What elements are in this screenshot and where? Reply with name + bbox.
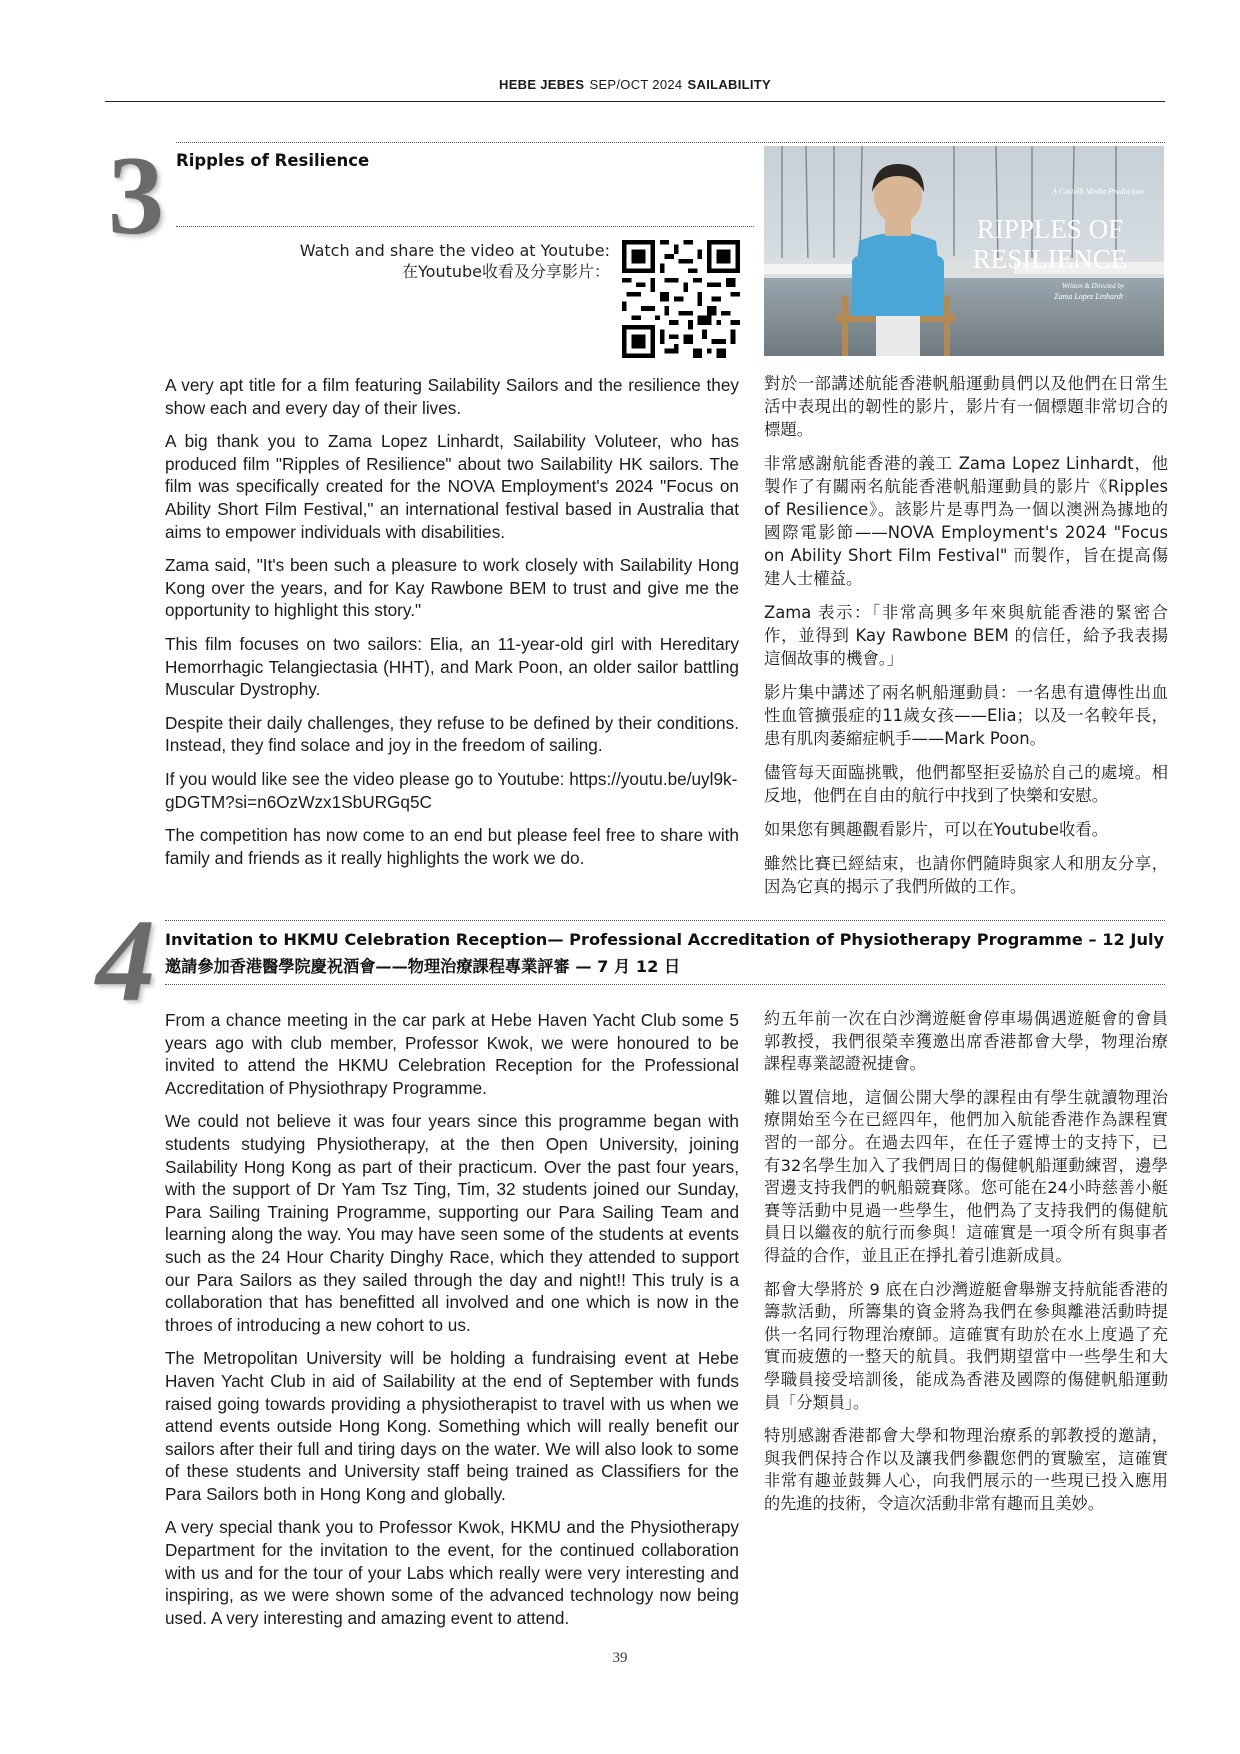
paragraph: A very special thank you to Professor Kwok, HKMU and the Physiotherapy Department for the invitation to the event, for the continued collaboration with us and for the tour of your Labs which really were very interesting and inspiring, as we were shown some of the advanced technology now being used. A very interesting and amazing event to attend. [165, 1517, 739, 1628]
qr-code[interactable] [622, 240, 740, 358]
paragraph: 特別感謝香港都會大學和物理治療系的郭教授的邀請，與我們保持合作以及讓我們參觀您們的實驗室，這確實非常有趣並鼓舞人心，向我們展示的一些現已投入應用的先進的技術，令這次活動非常有趣而且美妙。 [764, 1426, 1168, 1513]
section-name: SAILABILITY [687, 77, 771, 92]
paragraph: The competition has now come to an end but please feel free to share with family and friends as it really highlights the work we do. [165, 825, 739, 868]
paragraph: 如果您有興趣觀看影片，可以在Youtube收看。 [764, 820, 1109, 839]
section-3-chinese-text [764, 372, 1168, 909]
poster-credit-label: Written & Directed by [1062, 282, 1125, 290]
section-4-title-zh: 邀請參加香港醫學院慶祝酒會——物理治療課程專業評審 — 7 月 12 日 [165, 957, 681, 976]
poster-title-line-1: RIPPLES OF [976, 214, 1124, 244]
paragraph: 儘管每天面臨挑戰，他們都堅拒妥協於自己的處境。相反地，他們在自由的航行中找到了快樂和安慰。 [764, 763, 1168, 805]
paragraph: A big thank you to Zama Lopez Linhardt, Sailability Voluteer, who has produced film "Ripples of Resilience" about two Sailability HK sailors. The film was specifically created for the NOVA Employment's 2024 "Focus on Ability Short Film Festival," an international festival based in Australia that aims to empower individuals with disabilities. [165, 431, 739, 542]
watch-video-caption [260, 240, 610, 282]
poster-production-credit: A Castelli Media Production [1052, 187, 1144, 196]
section-4-chinese-text [764, 1008, 1168, 1526]
film-poster-image [764, 146, 1164, 356]
paragraph: Despite their daily challenges, they refuse to be defined by their conditions. Instead, they find solace and joy in the freedom of sailing. [165, 712, 739, 756]
paragraph: 對於一部講述航能香港帆船運動員們以及他們在日常生活中表現出的韌性的影片，影片有一個標題非常切合的標題。 [764, 374, 1168, 439]
paragraph: This film focuses on two sailors: Elia, an 11-year-old girl with Hereditary Hemorrhagic Telangiectasia (HHT), and Mark Poon, an older sailor battling Muscular Dystrophy. [165, 633, 739, 700]
section-4-title-en: Invitation to HKMU Celebration Reception— Professional Accreditation of Physiotherapy Programme – 12 July [165, 930, 1165, 949]
issue-date: SEP/OCT 2024 [589, 77, 683, 92]
publication-name: HEBE JEBES [499, 77, 585, 92]
page-header [105, 74, 1165, 102]
section-4-english-text [165, 1009, 739, 1640]
section-4-bottom-rule [165, 984, 1165, 985]
poster-director-name: Zama Lopez Linhardt [1054, 292, 1124, 301]
section-3-english-text [165, 374, 739, 880]
paragraph: The Metropolitan University will be holding a fundraising event at Hebe Haven Yacht Club in aid of Sailability at the end of September with funds raised going towards providing a physiotherapist to travel with us when we attend events outside Hong Kong. Something which will really benefit our sailors after their full and tiring days on the water. We will also look to some of these students and University staff being trained as Classifiers for the Para Sailors both in Hong Kong and globally. [165, 1348, 739, 1504]
paragraph: From a chance meeting in the car park at Hebe Haven Yacht Club some 5 years ago with club member, Professor Kwok, we were honoured to be invited to attend the HKMU Celebration Reception for the Professional Accreditation of Physiothrapy Programme. [165, 1010, 739, 1098]
youtube-link-paragraph[interactable]: If you would like see the video please go to Youtube: https://youtu.be/uyl9k-gDGTM?si=n6OzWzx1SbURGq5C [165, 768, 738, 812]
paragraph: Zama said, "It's been such a pleasure to work closely with Sailability Hong Kong over the years, and for Kay Rawbone BEM to trust and give me the opportunity to highlight this story." [165, 555, 739, 621]
section-3-numeral: 3 [108, 134, 164, 258]
section-3-top-rule [176, 142, 1165, 143]
paragraph: 非常感謝航能香港的義工 Zama Lopez Linhardt，他製作了有關兩名航能香港帆船運動員的影片《Ripples of Resilience》。該影片是專門為一個以澳洲為據地的國際電影節——NOVA Employment's 2024 "Focus on Ability Short Film Festival" 而製作，旨在提高傷建人士權益。 [764, 454, 1168, 588]
section-3-title: Ripples of Resilience [176, 151, 370, 170]
watch-video-en: Watch and share the video at Youtube: [299, 241, 610, 260]
paragraph: 都會大學將於 9 底在白沙灣遊艇會舉辦支持航能香港的籌款活動，所籌集的資金將為我們在參與離港活動時提供一名同行物理治療師。這確實有助於在水上度過了充實而疲憊的一整天的航員。我們期望當中一些學生和大學職員接受培訓後，能成為香港及國際的傷健帆船運動員「分類員」。 [764, 1279, 1168, 1412]
page-number: 39 [612, 1650, 628, 1666]
paragraph: 影片集中講述了兩名帆船運動員：一名患有遺傳性出血性血管擴張症的11歲女孩——Elia；以及一名較年長，患有肌肉萎縮症帆手——Mark Poon。 [764, 683, 1168, 748]
poster-title-line-2: RESILIENCE [972, 244, 1128, 274]
paragraph: 難以置信地，這個公開大學的課程由有學生就讀物理治療開始至今在已經四年，他們加入航能香港作為課程實習的一部分。在過去四年，在任子霆博士的支持下，已有32名學生加入了我們周日的傷健帆船運動練習，邊學習邊支持我們的帆船競賽隊。您可能在24小時慈善小艇賽等活動中見過一些學生，他們為了支持我們的傷健航員日以繼夜的航行而參與！這確實是一項令所有與事者得益的合作，並且正在掙扎着引進新成員。 [764, 1087, 1168, 1265]
paragraph: We could not believe it was four years since this programme began with students studying Physiotherapy, at the then Open University, joining Sailability Hong Kong as part of their practicum. Over the past four years, with the support of Dr Yam Tsz Ting, Tim, 32 students joined our Sunday, Para Sailing Training Programme, supporting our Para Sailing Team and learning along the way. You may have seen some of the students at events such as the 24 Hour Charity Dinghy Race, which they attended to support our Para Sailors as they sailed through the day and night!! This truly is a collaboration that has benefitted all involved and one which is now in the throes of introducing a new cohort to us. [165, 1111, 739, 1335]
paragraph: A very apt title for a film featuring Sailability Sailors and the resilience they show each and every day of their lives. [165, 375, 739, 418]
paragraph: 約五年前一次在白沙灣遊艇會停車場偶遇遊艇會的會員郭教授，我們很榮幸獲邀出席香港都會大學，物理治療課程專業認證祝捷會。 [764, 1009, 1168, 1074]
section-3-bottom-rule [176, 226, 754, 227]
paragraph: Zama 表示：「非常高興多年來與航能香港的緊密合作，並得到 Kay Rawbone BEM 的信任，給予我表揚這個故事的機會。」 [764, 603, 1168, 668]
section-4-top-rule [165, 920, 1165, 921]
watch-video-zh: 在Youtube收看及分享影片： [402, 262, 610, 281]
paragraph: 雖然比賽已經結束，也請你們隨時與家人和朋友分享，因為它真的揭示了我們所做的工作。 [764, 854, 1168, 896]
section-4-numeral: 4 [96, 895, 155, 1026]
